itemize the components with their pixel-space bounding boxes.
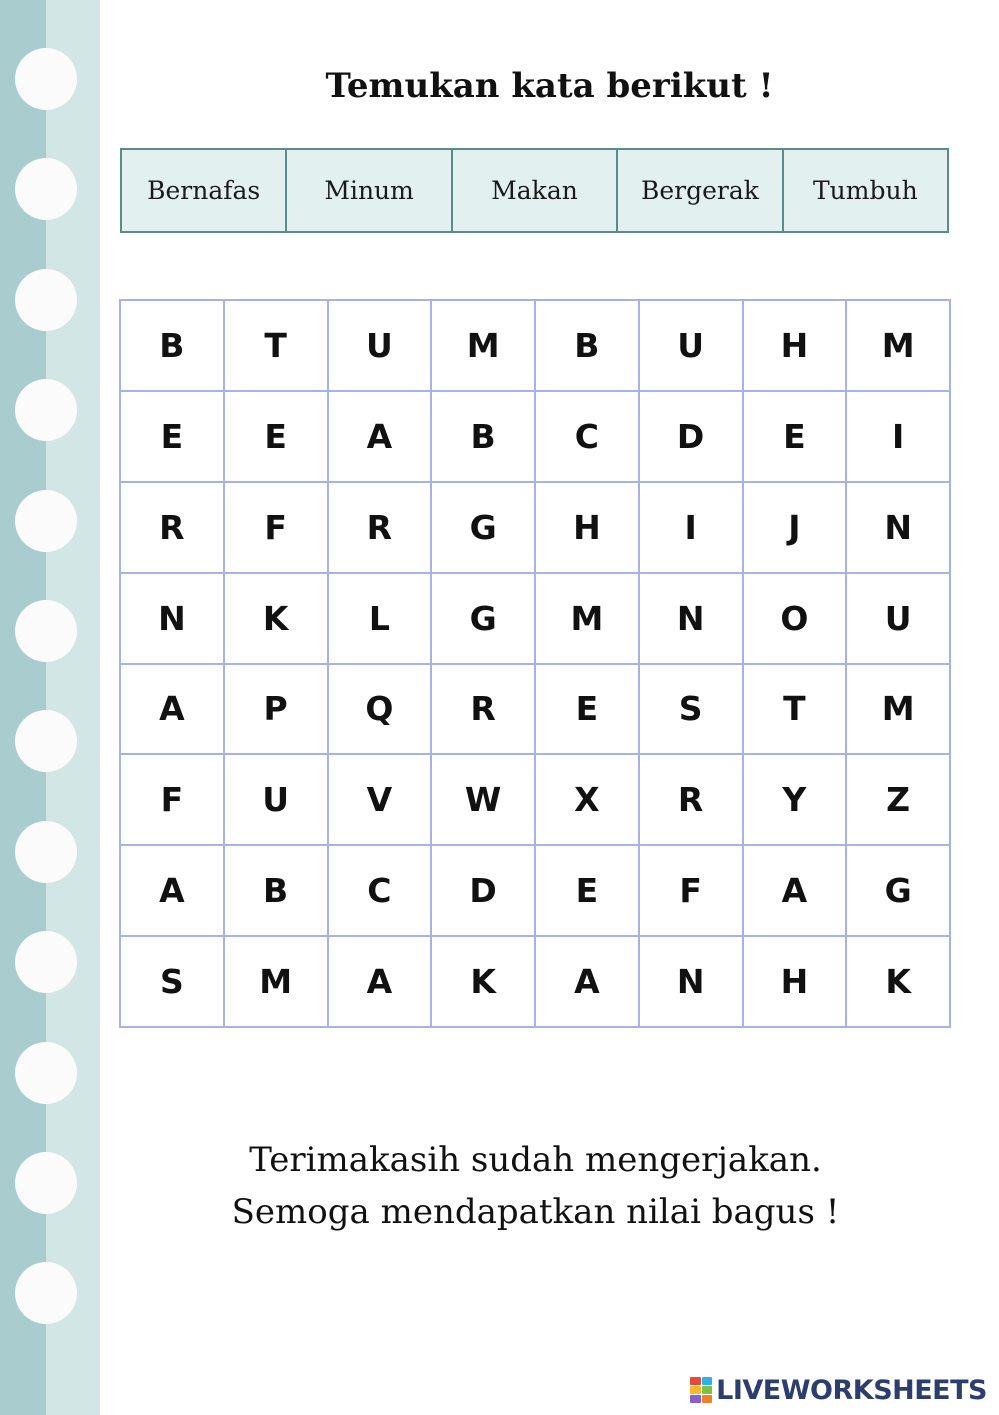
grid-cell[interactable]: E [535, 845, 639, 936]
grid-cell[interactable]: U [224, 754, 328, 845]
grid-row [120, 300, 950, 391]
grid-cell[interactable]: A [743, 845, 847, 936]
grid-cell[interactable]: G [431, 482, 535, 573]
binder-hole [15, 931, 77, 993]
word-bank-item: Makan [453, 150, 618, 231]
logo-square [690, 1395, 701, 1403]
grid-cell[interactable]: M [846, 664, 950, 755]
page-title: Temukan kata berikut ! [325, 66, 774, 106]
grid-cell[interactable]: H [743, 300, 847, 391]
grid-cell[interactable]: F [639, 845, 743, 936]
grid-cell[interactable]: U [328, 300, 432, 391]
grid-cell[interactable]: N [846, 482, 950, 573]
grid-cell[interactable]: E [743, 391, 847, 482]
word-bank-item: Bernafas [122, 150, 287, 231]
grid-row [120, 573, 950, 664]
binder-hole [15, 379, 77, 441]
grid-cell[interactable]: K [224, 573, 328, 664]
word-bank-item: Bergerak [618, 150, 783, 231]
grid-cell[interactable]: I [639, 482, 743, 573]
grid-row [120, 936, 950, 1027]
word-bank-item: Minum [287, 150, 452, 231]
grid-cell[interactable]: M [224, 936, 328, 1027]
grid-cell[interactable]: G [846, 845, 950, 936]
word-search-grid [119, 299, 951, 1028]
grid-cell[interactable]: U [846, 573, 950, 664]
grid-cell[interactable]: F [224, 482, 328, 573]
grid-cell[interactable]: N [120, 573, 224, 664]
grid-cell[interactable]: G [431, 573, 535, 664]
grid-cell[interactable]: N [639, 936, 743, 1027]
binder-hole [15, 48, 77, 110]
grid-cell[interactable]: R [431, 664, 535, 755]
grid-cell[interactable]: Q [328, 664, 432, 755]
grid-row [120, 754, 950, 845]
grid-cell[interactable]: V [328, 754, 432, 845]
grid-cell[interactable]: H [535, 482, 639, 573]
grid-cell[interactable]: E [224, 391, 328, 482]
grid-cell[interactable]: S [120, 936, 224, 1027]
grid-cell[interactable]: R [328, 482, 432, 573]
brand-watermark [690, 1372, 987, 1408]
grid-cell[interactable]: T [743, 664, 847, 755]
binder-hole [15, 710, 77, 772]
grid-cell[interactable]: U [639, 300, 743, 391]
grid-cell[interactable]: A [535, 936, 639, 1027]
grid-cell[interactable]: M [431, 300, 535, 391]
logo-square [690, 1386, 701, 1394]
grid-cell[interactable]: A [120, 664, 224, 755]
binder-hole [15, 158, 77, 220]
binder-hole [15, 1262, 77, 1324]
binder-hole [15, 1152, 77, 1214]
grid-cell[interactable]: B [535, 300, 639, 391]
grid-cell[interactable]: A [328, 391, 432, 482]
grid-cell[interactable]: J [743, 482, 847, 573]
grid-row [120, 482, 950, 573]
grid-cell[interactable]: M [535, 573, 639, 664]
grid-cell[interactable]: Y [743, 754, 847, 845]
grid-cell[interactable]: B [224, 845, 328, 936]
logo-square [702, 1386, 713, 1394]
grid-cell[interactable]: B [120, 300, 224, 391]
binder-hole [15, 821, 77, 883]
grid-cell[interactable]: E [535, 664, 639, 755]
grid-cell[interactable]: R [639, 754, 743, 845]
grid-row [120, 845, 950, 936]
grid-cell[interactable]: P [224, 664, 328, 755]
grid-cell[interactable]: T [224, 300, 328, 391]
brand-name: LIVEWORKSHEETS [716, 1374, 987, 1406]
grid-cell[interactable]: L [328, 573, 432, 664]
grid-cell[interactable]: X [535, 754, 639, 845]
grid-cell[interactable]: N [639, 573, 743, 664]
grid-row [120, 391, 950, 482]
grid-cell[interactable]: R [120, 482, 224, 573]
grid-row [120, 664, 950, 755]
binder-hole [15, 269, 77, 331]
grid-cell[interactable]: C [328, 845, 432, 936]
grid-cell[interactable]: I [846, 391, 950, 482]
grid-cell[interactable]: K [846, 936, 950, 1027]
grid-cell[interactable]: F [120, 754, 224, 845]
closing-line-1: Terimakasih sudah mengerjakan. [249, 1140, 822, 1180]
closing-line-2: Semoga mendapatkan nilai bagus ! [231, 1192, 840, 1232]
word-bank-item: Tumbuh [812, 176, 918, 205]
grid-cell[interactable]: D [639, 391, 743, 482]
grid-cell[interactable]: H [743, 936, 847, 1027]
binder-hole [15, 1042, 77, 1104]
logo-square [690, 1377, 701, 1385]
grid-cell[interactable]: A [328, 936, 432, 1027]
grid-cell[interactable]: D [431, 845, 535, 936]
logo-square [702, 1395, 713, 1403]
grid-cell[interactable]: A [120, 845, 224, 936]
grid-cell[interactable]: B [431, 391, 535, 482]
binder-hole [15, 600, 77, 662]
binder-hole [15, 490, 77, 552]
grid-cell[interactable]: Z [846, 754, 950, 845]
liveworksheets-logo-icon [690, 1377, 712, 1403]
grid-cell[interactable]: C [535, 391, 639, 482]
grid-cell[interactable]: W [431, 754, 535, 845]
grid-cell[interactable]: S [639, 664, 743, 755]
logo-square [702, 1377, 713, 1385]
grid-cell[interactable]: E [120, 391, 224, 482]
grid-cell[interactable]: K [431, 936, 535, 1027]
grid-cell[interactable]: O [743, 573, 847, 664]
grid-cell[interactable]: M [846, 300, 950, 391]
word-bank [120, 148, 949, 233]
